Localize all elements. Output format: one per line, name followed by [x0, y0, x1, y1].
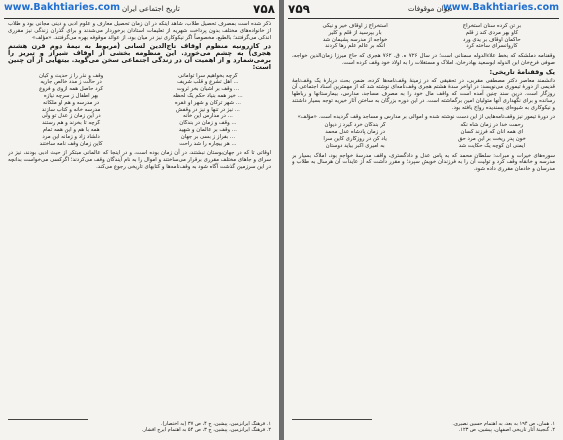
poem-hemistich: بار بپرسید از قلم و کلیر: [328, 29, 382, 36]
poem-hemistich: در مدرسه و هم او ملکانه: [43, 99, 100, 106]
footnote-rule: [292, 419, 372, 420]
poem-hemistich: ... وقف بر آشیان بخر ثروت: [176, 86, 240, 93]
right-footnotes: [292, 421, 555, 434]
left-page-header: [4, 2, 275, 17]
right-page-body: [292, 21, 555, 418]
left-paragraph-2: اوقاتی تا که در جهان‌بوستان نبشتند، در آن زمان بوده است، و در اینجا که عالمانی مبتکر از حیث ادبی بودند، نیز در سرای و جاهای مختلف مقرری برقرار می‌ساختند و اموال را به نام آیندگان وقف می‌کردند؛ اگرکسی می‌خواست بدانچه در این سرزمین گذشت آگاه شود به وقف‌نامه‌ها و کتابهای تاریخی رجوع می‌کند.: [8, 150, 271, 170]
poem-hemistich: ... اهل تشرع و قلب شریف: [177, 79, 239, 86]
left-page-body: [8, 21, 271, 418]
footnote: ۲. گنجینهٔ آثار تاریخی اصفهان، پیشین، ص ۱۲۳.: [458, 427, 555, 434]
right-paragraph-1: دانشمند معاصر دکتر مصطفی مقربی، در تحقیقی که در زمینهٔ وقف‌نامه‌ها کرده، ضمن بحث دربارهٔ یک وقف‌نامهٔ قدیمی از دورهٔ تیموری می‌نویسد: در اواخر سدهٔ هشتم هجری وقف‌نامه‌ای نوشته شد که از مهمترین اسناد اجتماعی آن روزگار است. درین سند چنین آمده است که واقف مال خود را به مصرف مساجد، مدارس، بیمارستانها و رباطها رسانده و برای نگهداری آنها متولیان امین برگماشته است. در این دوره بزرگان به ساختن آثار خیریه توجه بسیار داشتند و نیکوکاری به شیوه‌ای پسندیده رواج یافته بود.: [292, 77, 555, 111]
left-footnotes: [8, 421, 271, 434]
poem-hemistich: گرچه بخواهیم سرا توامانی: [178, 72, 238, 79]
site-watermark-left[interactable]: www.Bakhtiaries.com: [4, 2, 120, 13]
left-page: [0, 0, 279, 440]
header-rule: [288, 18, 559, 19]
poem-hemistich: همه با هم و این همه تمام: [42, 126, 100, 133]
right-paragraph-2: در دورهٔ تیمور نیز وقف‌نامه‌هایی از این دست نوشته شده و اموالی بر مدارس و مساجد وقف گردیده است. «مؤلف»: [297, 113, 555, 120]
poem-hemistich: در این زمان ز عدل تو ولی: [41, 113, 101, 120]
poem-hemistich: کاین زمان وقف نامه ساختند: [39, 140, 103, 147]
footnote: ۲. فرهنگ ایرانزمین، پیشین، ج ۳، ص ۵۴ به اهتمام ایرج افشار.: [141, 427, 271, 434]
site-watermark-right[interactable]: www.Bakhtiaries.com: [443, 2, 559, 13]
poem-hemistich: بر تن کرده سنان استخراج: [462, 23, 522, 29]
poem-hemistich: حاکمان اوقاف بر یدی ورد: [463, 36, 521, 43]
poem-hemistich: به امیری اکبر بیاید دوستان: [325, 142, 385, 149]
footnote: ۱. فرهنگ ایرانزمین، پیشین، ج ۴، ص ۳۷ (به اختصار).: [160, 421, 271, 427]
right-poem-2: [292, 122, 555, 149]
header-rule: [4, 18, 275, 19]
poem-hemistich: مدرسه خانه و کتاب سازند: [41, 106, 101, 113]
poem-hemistich: کاو بهر مردی کند ز قلم: [465, 29, 519, 36]
footnote-rule: [8, 419, 88, 420]
poem-hemistich: ایمنی آن کوچه یک حکایت شد: [458, 142, 525, 149]
poem-hemistich: ... نیز در تنها و نیز در وقفش: [175, 106, 240, 113]
poem-hemistich: رحمت خدا در زمان شاه نگه: [460, 122, 524, 129]
left-poem: [8, 73, 271, 148]
poem-hemistich: وقف و نذر را ز حدیث و کیان: [38, 72, 104, 79]
poem-hemistich: ... وقف بر عالمان و شهید: [178, 126, 237, 133]
poem-hemistich: ... هر بیچاره را شد راحت: [179, 140, 237, 147]
poem-hemistich: ... بفراز ز بسی بر جهان: [180, 133, 236, 140]
poem-hemistich: استخراج ز اوقاف خیر و نیکی: [322, 23, 388, 29]
right-page-number: ۷۵۹: [288, 2, 310, 16]
poem-hemistich: ... شهر ترکان و شهر او غفره: [174, 99, 241, 106]
right-poem-1: [292, 23, 555, 50]
right-section-title: یک وقفنامهٔ تاریخی:: [489, 67, 555, 76]
poem-hemistich: در زمان پادشاه عدل محمد: [325, 129, 385, 136]
right-paragraph-3: سوره‌های خیرات و مبرات: سلطان محمد که به پاس عدل و دادگستری، واقف مدرسهٔ خواجه بود، املاک بسیار بر مدرسه و خانقاه وقف کرد و تولیت آن را به فرزندان خویش سپرد؛ و مقرر داشت که از عایدات آن هرسال به طلاب و مدرسان و خادمان مقرری داده شود.: [292, 152, 555, 173]
footnote: ۱. همان، ص ۱۹۴ به بعد، به اهتمام حسین نصیری.: [452, 421, 555, 427]
poem-hemistich: ... خیر همه بنیاد حکم یک لحظه: [173, 92, 243, 99]
poem-hemistich: گرچه تا بخرند و هم رستند: [42, 120, 101, 127]
poem-hemistich: آنکه بر عالم علم رها کردند: [325, 43, 386, 50]
poem-hemistich: خواجه از مدرسه پشیمان شد: [322, 36, 388, 43]
poem-hemistich: گر بندگان خرد گیرد ز دیوان: [324, 122, 386, 129]
poem-hemistich: در حالت ز مدد خالص جاریه: [40, 79, 102, 86]
poem-hemistich: دلشاد زاد و زمانه این مرد: [42, 133, 100, 140]
left-section-paragraph: در کازرونیه منظوم اوقاف تاج‌الدین لسانی (مربوط به نیمهٔ دوم قرن هشتم هجری) به چشم می‌خورد. این منظومه بخشی از اوقاف شیراز و تبریز را برمی‌شمارد و از اهمیت آن در زندگی اجتماعی سخن می‌گوید. بیتهایی از آن چنین است:: [8, 42, 271, 71]
poem-hemistich: ای همه آنان گه فرزند کسان: [460, 129, 524, 136]
poem-hemistich: ... وقف و زمان در بندگان: [179, 120, 237, 127]
left-intro-paragraph: ذکر شده است بمصرف تحصیل طلاب، شاهد اینکه در آن زمان تحصیل معارف و علوم ادبی و دینی مجانی بود و طلاب از خانواده‌های مختلف بدون پرداخت شهریه از تعلیمات استادان برخوردار می‌شدند و برای گذران زندگی نیز مقرری اندکی می‌گرفتند؛ بالطبع، مخصوصاً اگر نیکوکاری نیز در میان بود، از عوائد موقوفه بهره می‌گرفتند. «مؤلف»: [8, 21, 271, 41]
right-page-header: [288, 2, 559, 17]
poem-hemistich: یاد کن در روزگاری کاین سرا: [323, 135, 387, 142]
poem-hemistich: کاروانسرای ساخته کرد: [466, 43, 518, 50]
poem-hemistich: بهر اطفال ز سرچه نیازه: [43, 92, 99, 99]
poem-hemistich: کرد حاصل همه ازوی و فروع: [39, 86, 104, 93]
poem-hemistich: ... در مدارس این خانه: [182, 113, 233, 120]
right-intro-paragraph: وقفنامه دملشکه که بخط علاءالدوله سمنانی است؛ در سال ۷۲۶ ه. ق. ۷۶۲ هجری که حاج میرزا زمان‌الدین خواجه، صوفی فرخ‌خان ابن الدوله ابوسعید بهادرخان، املاک و مستغلات را به اولاد خود وقف کرده است.: [292, 53, 555, 66]
left-running-title: تاریخ اجتماعی ایران: [122, 5, 180, 13]
left-page-number: ۷۵۸: [253, 2, 275, 16]
right-running-title: دیوان موقوفات: [408, 5, 453, 13]
poem-hemistich: خون پدر ریخت بر این مرد حق: [457, 135, 526, 142]
right-page: [284, 0, 563, 440]
